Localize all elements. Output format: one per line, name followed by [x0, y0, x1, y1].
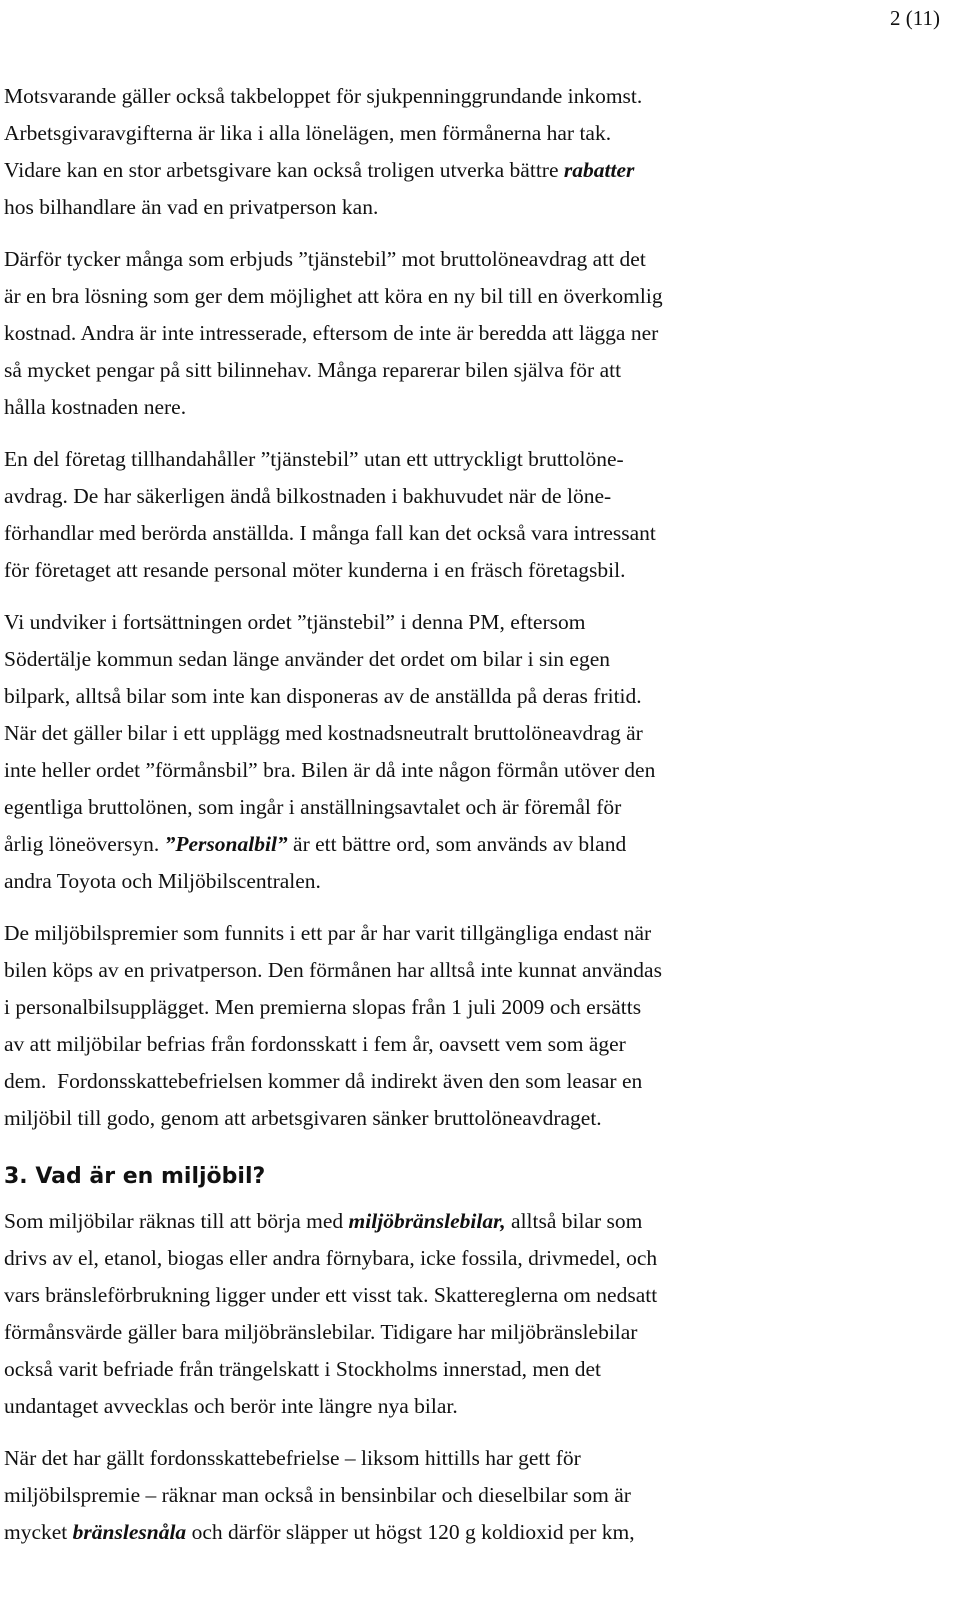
page-number: 2 (11)	[890, 6, 940, 30]
paragraph-p1	[4, 78, 924, 226]
text-segment: En del företag tillhandahåller ”tjänstebil” utan ett uttryckligt bruttolöne- avdrag. De har säkerligen ändå bilkostnaden i bakhuvudet när de löne- förhandlar med berörda anställda. I många fall kan det också vara intressant för företaget att resande personal möter kunderna i en fräsch företagsbil.	[4, 447, 656, 582]
emphasized-term: bränslesnåla	[72, 1520, 187, 1544]
text-segment: Därför tycker många som erbjuds ”tjänstebil” mot bruttolöneavdrag att det är en bra lösning som ger dem möjlighet att köra en ny bil till en överkomlig kostnad. Andra är inte intresserade, eftersom de inte är beredda att lägga ner så mycket pengar på sitt bilinnehav. Många reparerar bilen själva för att hålla kostnaden nere.	[4, 247, 663, 419]
paragraph-p7	[4, 1440, 924, 1551]
text-segment: När det har gällt fordonsskattebefrielse – liksom hittills har gett för miljöbilspremie – räknar man också in bensinbilar och dieselbilar som är mycket	[4, 1446, 631, 1544]
text-segment: alltså bilar som drivs av el, etanol, biogas eller andra förnybara, icke fossila, drivmedel, och vars bränsleförbrukning ligger under ett visst tak. Skattereglerna om nedsatt förmånsvärde gäller bara miljöbränslebilar. Tidigare har miljöbränslebilar också varit befriade från trängelskatt i Stockholms innerstad, men det undantaget avvecklas och berör inte längre nya bilar.	[4, 1209, 658, 1418]
paragraph-p3	[4, 441, 924, 589]
emphasized-term: rabatter	[563, 158, 635, 182]
paragraph-p2	[4, 241, 924, 426]
text-segment: Som miljöbilar räknas till att börja med	[4, 1209, 349, 1233]
intro-section	[4, 78, 924, 1137]
section-heading: 3. Vad är en miljöbil?	[4, 1164, 266, 1189]
document-body	[4, 78, 924, 1566]
text-segment: hos bilhandlare än vad en privatperson kan.	[4, 195, 379, 219]
paragraph-p5	[4, 915, 924, 1137]
text-segment: Vi undviker i fortsättningen ordet ”tjänstebil” i denna PM, eftersom Södertälje kommun sedan länge använder det ordet om bilar i sin egen bilpark, alltså bilar som inte kan disponeras av de anställda på deras fritid. När det gäller bilar i ett upplägg med kostnadsneutralt bruttolöneavdrag är inte heller ordet ”förmånsbil” bra. Bilen är då inte någon förmån utöver den egentliga bruttolönen, som ingår i anställningsavtalet och är föremål för årlig löneöversyn.	[4, 610, 656, 856]
text-segment: De miljöbilspremier som funnits i ett par år har varit tillgängliga endast när bilen köps av en privatperson. Den förmånen har alltså inte kunnat användas i personalbilsupplägget. Men premierna slopas från 1 juli 2009 och ersätts av att miljöbilar befrias från fordonsskatt i fem år, oavsett vem som äger dem. Fordonsskattebefrielsen kommer då indirekt även den som leasar en miljöbil till godo, genom att arbetsgivaren sänker bruttolöneavdraget.	[4, 921, 662, 1130]
text-segment: och därför släpper ut högst 120 g koldioxid per km,	[186, 1520, 635, 1544]
paragraph-p6	[4, 1203, 924, 1425]
text-segment: är ett bättre ord, som används av bland andra Toyota och Miljöbilscentralen.	[4, 832, 627, 893]
miljobil-section	[4, 1203, 924, 1551]
text-segment: Motsvarande gäller också takbeloppet för sjukpenninggrundande inkomst. Arbetsgivaravgifterna är lika i alla lönelägen, men förmånerna har tak. Vidare kan en stor arbetsgivare kan också troligen utverka bättre	[4, 84, 643, 182]
emphasized-term: miljöbränslebilar,	[348, 1209, 506, 1233]
emphasized-term: ”Personalbil”	[164, 832, 288, 856]
paragraph-p4	[4, 604, 924, 900]
